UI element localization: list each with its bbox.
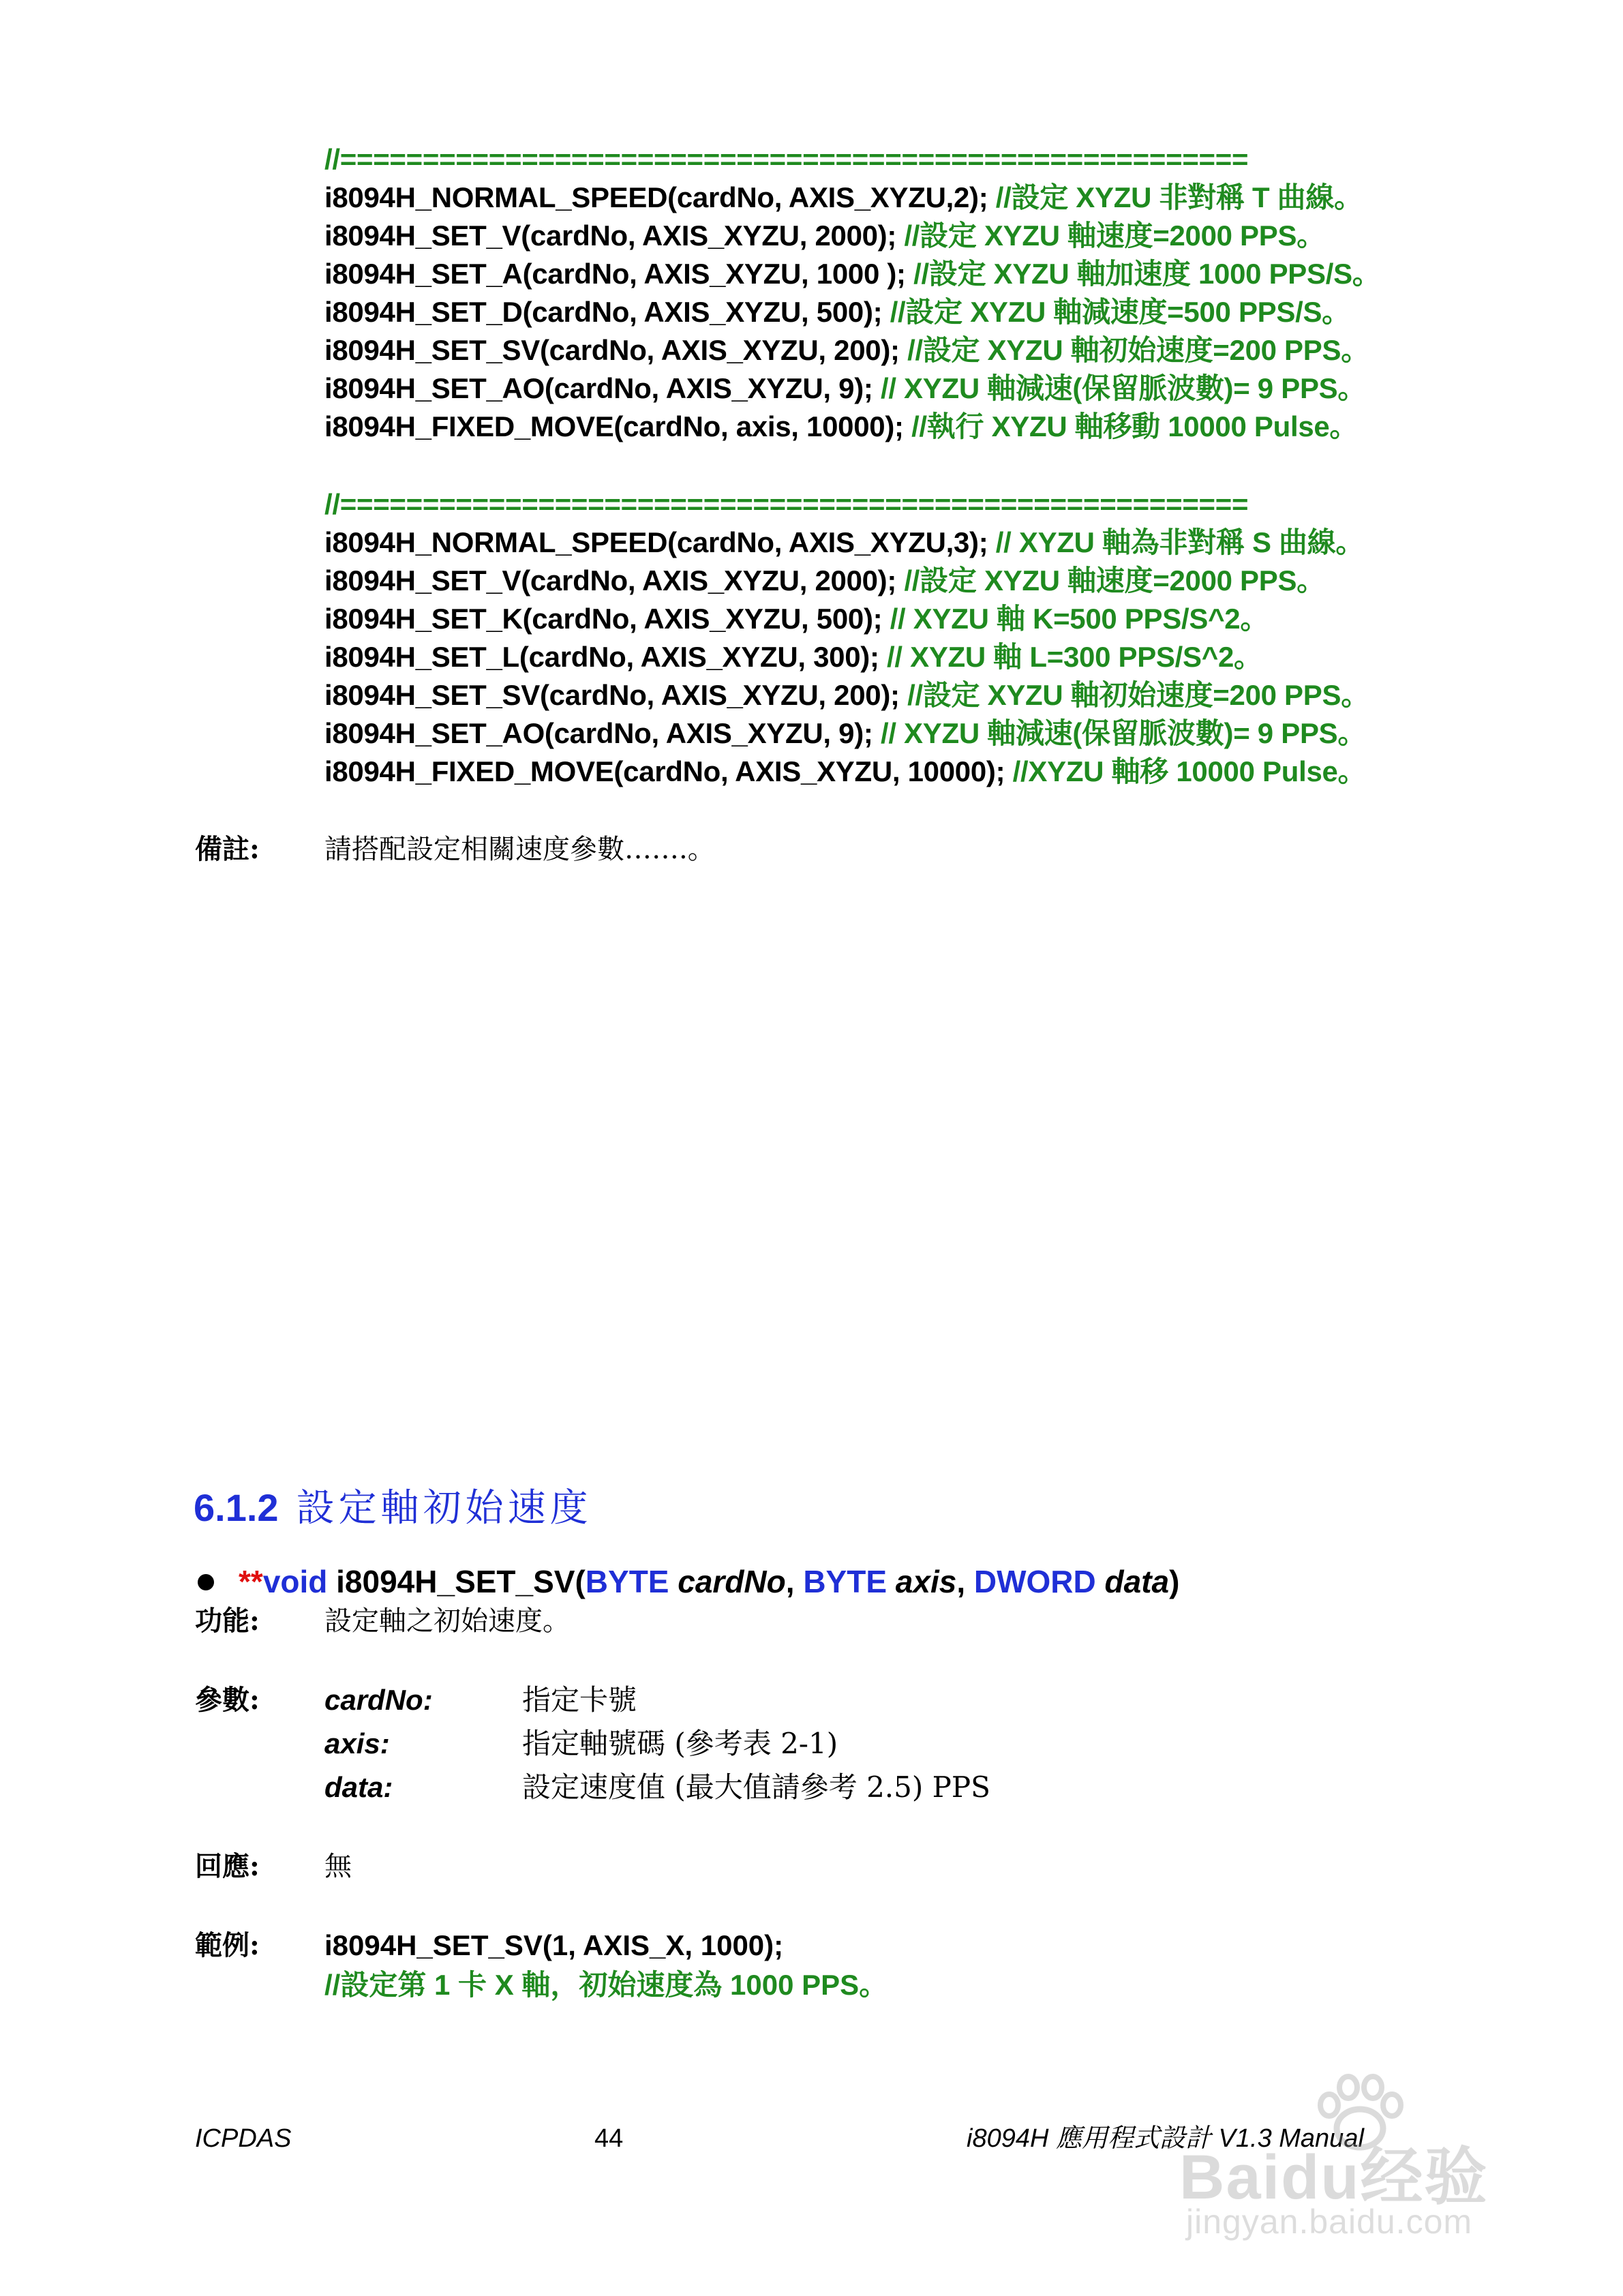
code-comment: // XYZU 軸為非對稱 S 曲線。 xyxy=(995,526,1365,558)
code-line xyxy=(324,638,1497,676)
response-text: 無 xyxy=(324,1851,352,1882)
section-number: 6.1.2 xyxy=(194,1486,279,1529)
code-line xyxy=(324,331,1497,369)
proto-space xyxy=(887,1564,896,1599)
code-line xyxy=(324,293,1497,331)
footer-company: ICPDAS xyxy=(195,2124,292,2153)
code-statement: i8094H_SET_AO(cardNo, AXIS_XYZU, 9); xyxy=(324,717,881,749)
code-comment: //設定 XYZU 軸初始速度=200 PPS。 xyxy=(907,679,1369,711)
footer-page-number: 44 xyxy=(594,2124,624,2153)
code-block-2 xyxy=(324,485,1497,791)
code-block-1 xyxy=(324,140,1497,446)
proto-param: axis xyxy=(895,1564,957,1599)
param-name: axis: xyxy=(324,1727,390,1759)
param-item xyxy=(324,1681,637,1719)
code-line xyxy=(324,217,1497,255)
proto-return-type: void xyxy=(262,1564,328,1599)
code-statement: i8094H_NORMAL_SPEED(cardNo, AXIS_XYZU,2); xyxy=(324,181,996,213)
proto-stars: ** xyxy=(239,1564,263,1599)
code-line xyxy=(324,485,1497,524)
note-text: 請搭配設定相關速度參數…….。 xyxy=(324,834,715,865)
code-comment: // XYZU 軸減速(保留脈波數)= 9 PPS。 xyxy=(880,372,1367,404)
code-comment: // XYZU 軸 K=500 PPS/S^2。 xyxy=(890,603,1269,635)
param-item xyxy=(324,1768,990,1807)
code-statement: i8094H_SET_K(cardNo, AXIS_XYZU, 500); xyxy=(324,603,890,635)
proto-space xyxy=(669,1564,678,1599)
section-title: 設定軸初始速度 xyxy=(296,1486,592,1530)
code-line xyxy=(324,562,1497,600)
code-line xyxy=(324,408,1497,446)
param-item xyxy=(324,1725,838,1763)
code-statement: i8094H_SET_SV(cardNo, AXIS_XYZU, 200); xyxy=(324,679,908,711)
code-line xyxy=(324,524,1497,562)
separator-comment: //======================================================= xyxy=(324,488,1249,520)
response-label: 回應: xyxy=(195,1850,260,1882)
code-line xyxy=(324,600,1497,638)
baidu-watermark xyxy=(1179,2072,1561,2250)
code-comment: //設定 XYZU 軸速度=2000 PPS。 xyxy=(904,220,1325,252)
example-code: i8094H_SET_SV(1, AXIS_X, 1000); xyxy=(324,1929,784,1961)
proto-type: DWORD xyxy=(973,1564,1096,1599)
param-desc: 指定卡號 xyxy=(522,1683,637,1717)
function-label: 功能: xyxy=(195,1605,260,1637)
watermark-url: jingyan.baidu.com xyxy=(1186,2203,1473,2241)
param-name: data: xyxy=(324,1771,393,1803)
example-label: 範例: xyxy=(195,1929,260,1961)
code-line xyxy=(324,140,1497,179)
code-comment: // XYZU 軸 L=300 PPS/S^2。 xyxy=(887,641,1262,673)
separator-comment: //======================================================= xyxy=(324,143,1249,175)
code-comment: //XYZU 軸移 10000 Pulse。 xyxy=(1012,755,1367,787)
proto-space xyxy=(1096,1564,1105,1599)
proto-function-name: i8094H_SET_SV( xyxy=(327,1564,586,1599)
code-comment: //設定 XYZU 軸減速度=500 PPS/S。 xyxy=(890,296,1350,328)
code-statement: i8094H_NORMAL_SPEED(cardNo, AXIS_XYZU,3); xyxy=(324,526,996,558)
proto-close-paren: ) xyxy=(1169,1564,1180,1599)
proto-param: cardNo xyxy=(678,1564,786,1599)
footer-manual-title: i8094H 應用程式設計 V1.3 Manual xyxy=(967,2124,1364,2153)
proto-type: BYTE xyxy=(803,1564,887,1599)
params-label: 參數: xyxy=(195,1684,260,1716)
code-comment: //設定 XYZU 非對稱 T 曲線。 xyxy=(995,181,1363,213)
code-comment: // XYZU 軸減速(保留脈波數)= 9 PPS。 xyxy=(880,717,1367,749)
code-line xyxy=(324,676,1497,714)
function-text: 設定軸之初始速度。 xyxy=(324,1605,570,1637)
code-statement: i8094H_SET_D(cardNo, AXIS_XYZU, 500); xyxy=(324,296,890,328)
watermark-brand: Baidu经验 xyxy=(1179,2143,1489,2212)
code-statement: i8094H_FIXED_MOVE(cardNo, axis, 10000); xyxy=(324,410,912,442)
code-statement: i8094H_SET_V(cardNo, AXIS_XYZU, 2000); xyxy=(324,564,905,596)
code-statement: i8094H_SET_L(cardNo, AXIS_XYZU, 300); xyxy=(324,641,888,673)
code-line xyxy=(324,255,1497,293)
code-comment: //設定 XYZU 軸初始速度=200 PPS。 xyxy=(907,334,1369,366)
code-line xyxy=(324,179,1497,217)
code-line xyxy=(324,753,1497,791)
code-comment: //設定 XYZU 軸速度=2000 PPS。 xyxy=(904,564,1325,596)
function-prototype xyxy=(198,1561,1179,1602)
code-line xyxy=(324,714,1497,753)
example-comment: //設定第 1 卡 X 軸，初始速度為 1000 PPS。 xyxy=(324,1969,888,2001)
param-desc: 設定速度值 (最大值請參考 2.5) PPS xyxy=(522,1770,990,1804)
code-comment: //執行 XYZU 軸移動 10000 Pulse。 xyxy=(911,410,1359,442)
param-name: cardNo: xyxy=(324,1684,433,1716)
code-statement: i8094H_SET_SV(cardNo, AXIS_XYZU, 200); xyxy=(324,334,908,366)
code-statement: i8094H_SET_V(cardNo, AXIS_XYZU, 2000); xyxy=(324,220,905,252)
proto-param: data xyxy=(1104,1564,1170,1599)
proto-comma: , xyxy=(956,1564,974,1599)
code-statement: i8094H_FIXED_MOVE(cardNo, AXIS_XYZU, 10000); xyxy=(324,755,1013,787)
code-line xyxy=(324,369,1497,408)
bullet-icon xyxy=(198,1574,214,1590)
note-label: 備註: xyxy=(195,833,260,865)
param-desc: 指定軸號碼 (參考表 2-1) xyxy=(522,1727,838,1760)
code-statement: i8094H_SET_A(cardNo, AXIS_XYZU, 1000 ); xyxy=(324,258,914,290)
section-heading xyxy=(194,1481,592,1535)
code-statement: i8094H_SET_AO(cardNo, AXIS_XYZU, 9); xyxy=(324,372,881,404)
proto-type: BYTE xyxy=(585,1564,669,1599)
code-comment: //設定 XYZU 軸加速度 1000 PPS/S。 xyxy=(913,258,1381,290)
proto-comma: , xyxy=(785,1564,804,1599)
